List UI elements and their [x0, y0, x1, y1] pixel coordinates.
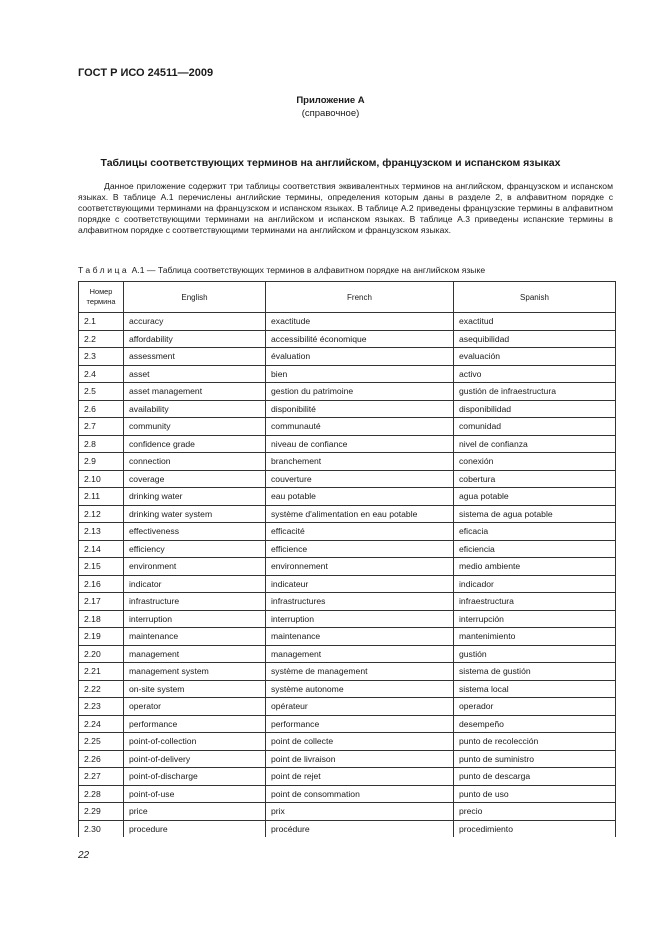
cell-spanish: punto de recolección	[454, 733, 616, 751]
cell-english: management system	[124, 663, 266, 681]
cell-french: interruption	[266, 610, 454, 628]
cell-term-number: 2.30	[79, 820, 124, 837]
header-num-line2: термина	[86, 297, 116, 306]
cell-french: accessibilité économique	[266, 330, 454, 348]
cell-english: point-of-discharge	[124, 768, 266, 786]
cell-spanish: cobertura	[454, 470, 616, 488]
cell-spanish: asequibilidad	[454, 330, 616, 348]
cell-french: maintenance	[266, 628, 454, 646]
cell-english: point-of-delivery	[124, 750, 266, 768]
cell-english: on-site system	[124, 680, 266, 698]
cell-french: procédure	[266, 820, 454, 837]
cell-english: efficiency	[124, 540, 266, 558]
cell-term-number: 2.3	[79, 348, 124, 366]
cell-spanish: punto de descarga	[454, 768, 616, 786]
cell-english: connection	[124, 453, 266, 471]
cell-english: confidence grade	[124, 435, 266, 453]
cell-english: affordability	[124, 330, 266, 348]
cell-english: asset management	[124, 383, 266, 401]
table-row	[79, 453, 616, 471]
cell-english: environment	[124, 558, 266, 576]
cell-spanish: indicador	[454, 575, 616, 593]
terms-table-body	[79, 313, 616, 838]
table-row	[79, 645, 616, 663]
cell-term-number: 2.27	[79, 768, 124, 786]
cell-spanish: exactitud	[454, 313, 616, 331]
cell-french: point de livraison	[266, 750, 454, 768]
cell-spanish: gustión	[454, 645, 616, 663]
cell-english: management	[124, 645, 266, 663]
cell-english: assessment	[124, 348, 266, 366]
header-spanish: Spanish	[454, 282, 616, 313]
cell-spanish: infraestructura	[454, 593, 616, 611]
cell-term-number: 2.23	[79, 698, 124, 716]
table-row	[79, 488, 616, 506]
cell-term-number: 2.8	[79, 435, 124, 453]
cell-english: availability	[124, 400, 266, 418]
cell-french: système autonome	[266, 680, 454, 698]
cell-spanish: eficiencia	[454, 540, 616, 558]
cell-french: point de collecte	[266, 733, 454, 751]
cell-english: community	[124, 418, 266, 436]
table-caption-label: Таблица	[78, 265, 130, 275]
cell-spanish: mantenimiento	[454, 628, 616, 646]
table-row	[79, 330, 616, 348]
cell-spanish: sistema de gustión	[454, 663, 616, 681]
cell-french: eau potable	[266, 488, 454, 506]
table-row	[79, 313, 616, 331]
cell-french: bien	[266, 365, 454, 383]
header-french: French	[266, 282, 454, 313]
table-row	[79, 715, 616, 733]
table-caption	[78, 265, 485, 275]
cell-spanish: interrupción	[454, 610, 616, 628]
cell-term-number: 2.13	[79, 523, 124, 541]
document-header: ГОСТ Р ИСО 24511—2009	[78, 67, 214, 79]
cell-spanish: activo	[454, 365, 616, 383]
cell-french: indicateur	[266, 575, 454, 593]
table-row	[79, 400, 616, 418]
table-row	[79, 803, 616, 821]
table-row	[79, 523, 616, 541]
cell-term-number: 2.5	[79, 383, 124, 401]
table-row	[79, 505, 616, 523]
cell-term-number: 2.1	[79, 313, 124, 331]
cell-term-number: 2.18	[79, 610, 124, 628]
cell-english: performance	[124, 715, 266, 733]
cell-french: point de consommation	[266, 785, 454, 803]
cell-term-number: 2.17	[79, 593, 124, 611]
table-caption-text: А.1 — Таблица соответствующих терминов в алфавитном порядке на английском языке	[129, 265, 486, 275]
cell-french: système d'alimentation en eau potable	[266, 505, 454, 523]
cell-english: coverage	[124, 470, 266, 488]
cell-french: système de management	[266, 663, 454, 681]
cell-spanish: disponibilidad	[454, 400, 616, 418]
table-row	[79, 383, 616, 401]
cell-term-number: 2.12	[79, 505, 124, 523]
cell-french: point de rejet	[266, 768, 454, 786]
cell-french: infrastructures	[266, 593, 454, 611]
cell-term-number: 2.7	[79, 418, 124, 436]
cell-english: point-of-use	[124, 785, 266, 803]
cell-spanish: punto de suministro	[454, 750, 616, 768]
cell-french: exactitude	[266, 313, 454, 331]
cell-spanish: gustión de infraestructura	[454, 383, 616, 401]
cell-english: drinking water system	[124, 505, 266, 523]
header-english: English	[124, 282, 266, 313]
cell-english: interruption	[124, 610, 266, 628]
cell-term-number: 2.20	[79, 645, 124, 663]
cell-french: gestion du patrimoine	[266, 383, 454, 401]
table-row	[79, 418, 616, 436]
table-row	[79, 750, 616, 768]
table-row	[79, 785, 616, 803]
cell-term-number: 2.2	[79, 330, 124, 348]
cell-term-number: 2.14	[79, 540, 124, 558]
cell-term-number: 2.10	[79, 470, 124, 488]
cell-english: operator	[124, 698, 266, 716]
table-row	[79, 610, 616, 628]
cell-term-number: 2.6	[79, 400, 124, 418]
cell-english: infrastructure	[124, 593, 266, 611]
cell-french: efficience	[266, 540, 454, 558]
table-row	[79, 575, 616, 593]
cell-spanish: medio ambiente	[454, 558, 616, 576]
cell-english: procedure	[124, 820, 266, 837]
cell-english: price	[124, 803, 266, 821]
cell-english: drinking water	[124, 488, 266, 506]
cell-term-number: 2.11	[79, 488, 124, 506]
annex-title: Приложение А	[296, 95, 365, 106]
cell-spanish: punto de uso	[454, 785, 616, 803]
cell-term-number: 2.26	[79, 750, 124, 768]
cell-term-number: 2.4	[79, 365, 124, 383]
terms-table	[78, 281, 616, 837]
cell-french: niveau de confiance	[266, 435, 454, 453]
cell-spanish: desempeño	[454, 715, 616, 733]
table-row	[79, 365, 616, 383]
cell-french: environnement	[266, 558, 454, 576]
cell-term-number: 2.25	[79, 733, 124, 751]
cell-spanish: comunidad	[454, 418, 616, 436]
table-row	[79, 698, 616, 716]
cell-spanish: precio	[454, 803, 616, 821]
page-number: 22	[78, 850, 90, 861]
table-row	[79, 348, 616, 366]
table-header-row	[79, 282, 616, 313]
table-row	[79, 470, 616, 488]
cell-french: management	[266, 645, 454, 663]
cell-french: communauté	[266, 418, 454, 436]
cell-french: branchement	[266, 453, 454, 471]
cell-term-number: 2.16	[79, 575, 124, 593]
cell-spanish: agua potable	[454, 488, 616, 506]
cell-french: prix	[266, 803, 454, 821]
table-row	[79, 768, 616, 786]
cell-term-number: 2.28	[79, 785, 124, 803]
cell-english: maintenance	[124, 628, 266, 646]
table-row	[79, 680, 616, 698]
header-term-number	[79, 282, 124, 313]
table-row	[79, 663, 616, 681]
cell-spanish: eficacia	[454, 523, 616, 541]
cell-french: évaluation	[266, 348, 454, 366]
cell-spanish: operador	[454, 698, 616, 716]
header-num-line1: Номер	[89, 287, 113, 296]
cell-french: performance	[266, 715, 454, 733]
annex-subtitle: (справочное)	[301, 108, 360, 119]
cell-french: couverture	[266, 470, 454, 488]
cell-term-number: 2.9	[79, 453, 124, 471]
table-row	[79, 593, 616, 611]
cell-french: disponibilité	[266, 400, 454, 418]
cell-term-number: 2.24	[79, 715, 124, 733]
cell-spanish: evaluación	[454, 348, 616, 366]
cell-english: effectiveness	[124, 523, 266, 541]
cell-term-number: 2.19	[79, 628, 124, 646]
table-row	[79, 820, 616, 837]
cell-spanish: sistema local	[454, 680, 616, 698]
table-row	[79, 733, 616, 751]
cell-spanish: procedimiento	[454, 820, 616, 837]
intro-paragraph: Данное приложение содержит три таблицы соответствия эквивалентных терминов на английском, французском и испанском языках. В таблице А.1 перечислены английские термины, определения которым даны в разделе 2, в алфавитном порядке с соответствующими терминами на французском и испанском языках. В таблице А.2 приведены французские термины в алфавитном порядке с соответствующими терминами на английском и испанском языках. В таблице А.3 приведены испанские термины в алфавитном порядке с соответствующими терминами на английском и французском языках.	[78, 181, 613, 236]
cell-english: indicator	[124, 575, 266, 593]
cell-spanish: sistema de agua potable	[454, 505, 616, 523]
cell-spanish: nivel de confianza	[454, 435, 616, 453]
cell-english: point-of-collection	[124, 733, 266, 751]
cell-french: efficacité	[266, 523, 454, 541]
cell-term-number: 2.15	[79, 558, 124, 576]
cell-french: opérateur	[266, 698, 454, 716]
cell-term-number: 2.29	[79, 803, 124, 821]
table-row	[79, 628, 616, 646]
cell-spanish: conexión	[454, 453, 616, 471]
table-row	[79, 558, 616, 576]
cell-term-number: 2.21	[79, 663, 124, 681]
cell-english: accuracy	[124, 313, 266, 331]
cell-english: asset	[124, 365, 266, 383]
section-title: Таблицы соответствующих терминов на английском, французском и испанском языках	[100, 157, 561, 169]
table-row	[79, 540, 616, 558]
cell-term-number: 2.22	[79, 680, 124, 698]
table-row	[79, 435, 616, 453]
